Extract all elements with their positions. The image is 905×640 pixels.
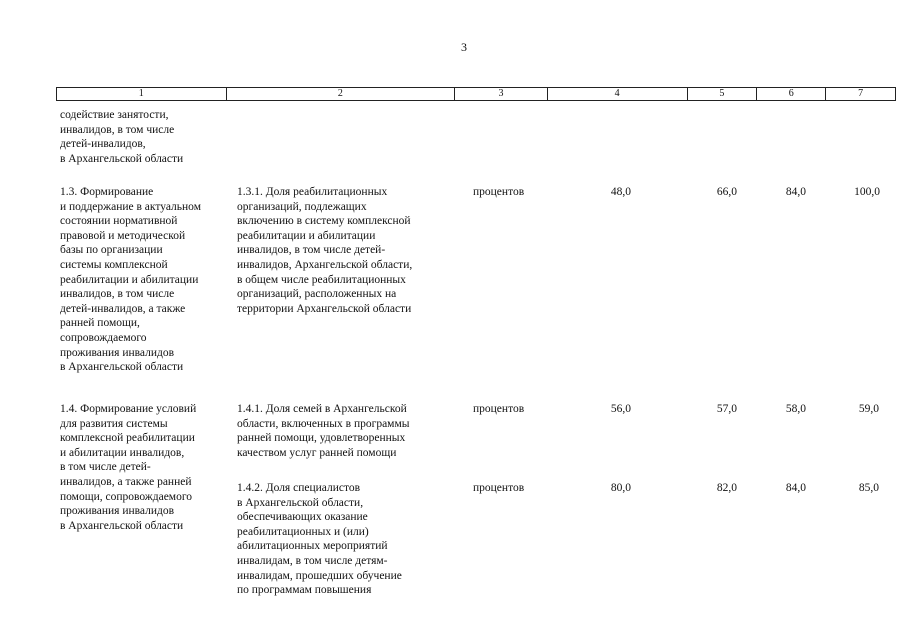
value-col6: 84,0 (785, 186, 806, 198)
value-col5: 66,0 (716, 186, 737, 198)
value-col4: 80,0 (610, 482, 631, 494)
value-col7: 85,0 (858, 482, 879, 494)
unit-cell: процентов (473, 403, 525, 415)
column-header-4: 4 (548, 88, 688, 100)
value-col5: 57,0 (716, 403, 737, 415)
value-col6: 58,0 (785, 403, 806, 415)
carryover-task-text: содействие занятости, инвалидов, в том числе детей-инвалидов, в Архангельской области (60, 109, 184, 165)
indicator-name-cell: 1.3.1. Доля реабилитационных организаций, подлежащих включению в систему комплексной реабилитации и абилитации инвалидов, в том числе детей- инвалидов, Архангельской области, в общем числе реабилитационных организаций, расположенных на территории Архангельской области (237, 186, 413, 315)
task-cell: 1.4. Формирование условий для развития системы комплексной реабилитации и абилитации инвалидов, в том числе детей- инвалидов, а также ранней помощи, сопровождаемого проживания инвалидов в Архангельской области (60, 403, 197, 532)
column-header-6: 6 (757, 88, 826, 100)
value-col5: 82,0 (716, 482, 737, 494)
task-cell: 1.3. Формирование и поддержание в актуальном состоянии нормативной правовой и методической базы по организации системы комплексной реабилитации и абилитации инвалидов, в том числе детей-инвалидов, а также ранней помощи, сопровождаемого проживания инвалидов в Архангельской области (60, 186, 201, 374)
column-header-5: 5 (688, 88, 758, 100)
indicator-name-cell: 1.4.1. Доля семей в Архангельской области, включенных в программы ранней помощи, удовлетворенных качеством услуг ранней помощи (237, 403, 410, 459)
unit-cell: процентов (473, 186, 525, 198)
value-col4: 48,0 (610, 186, 631, 198)
page-number: 3 (461, 40, 467, 54)
value-col6: 84,0 (785, 482, 806, 494)
column-header-2: 2 (227, 88, 455, 100)
value-col7: 59,0 (858, 403, 879, 415)
column-header-7: 7 (858, 88, 864, 99)
column-header-1: 1 (57, 88, 227, 100)
value-col4: 56,0 (610, 403, 631, 415)
table-header-row (56, 87, 896, 101)
value-col7: 100,0 (854, 186, 880, 198)
indicator-name-cell: 1.4.2. Доля специалистов в Архангельской области, обеспечивающих оказание реабилитационных и (или) абилитационных мероприятий инвалидам, в том числе детям- инвалидам, прошедших обучение по программам повышения (237, 482, 402, 597)
unit-cell: процентов (473, 482, 525, 494)
column-header-3: 3 (455, 88, 548, 100)
